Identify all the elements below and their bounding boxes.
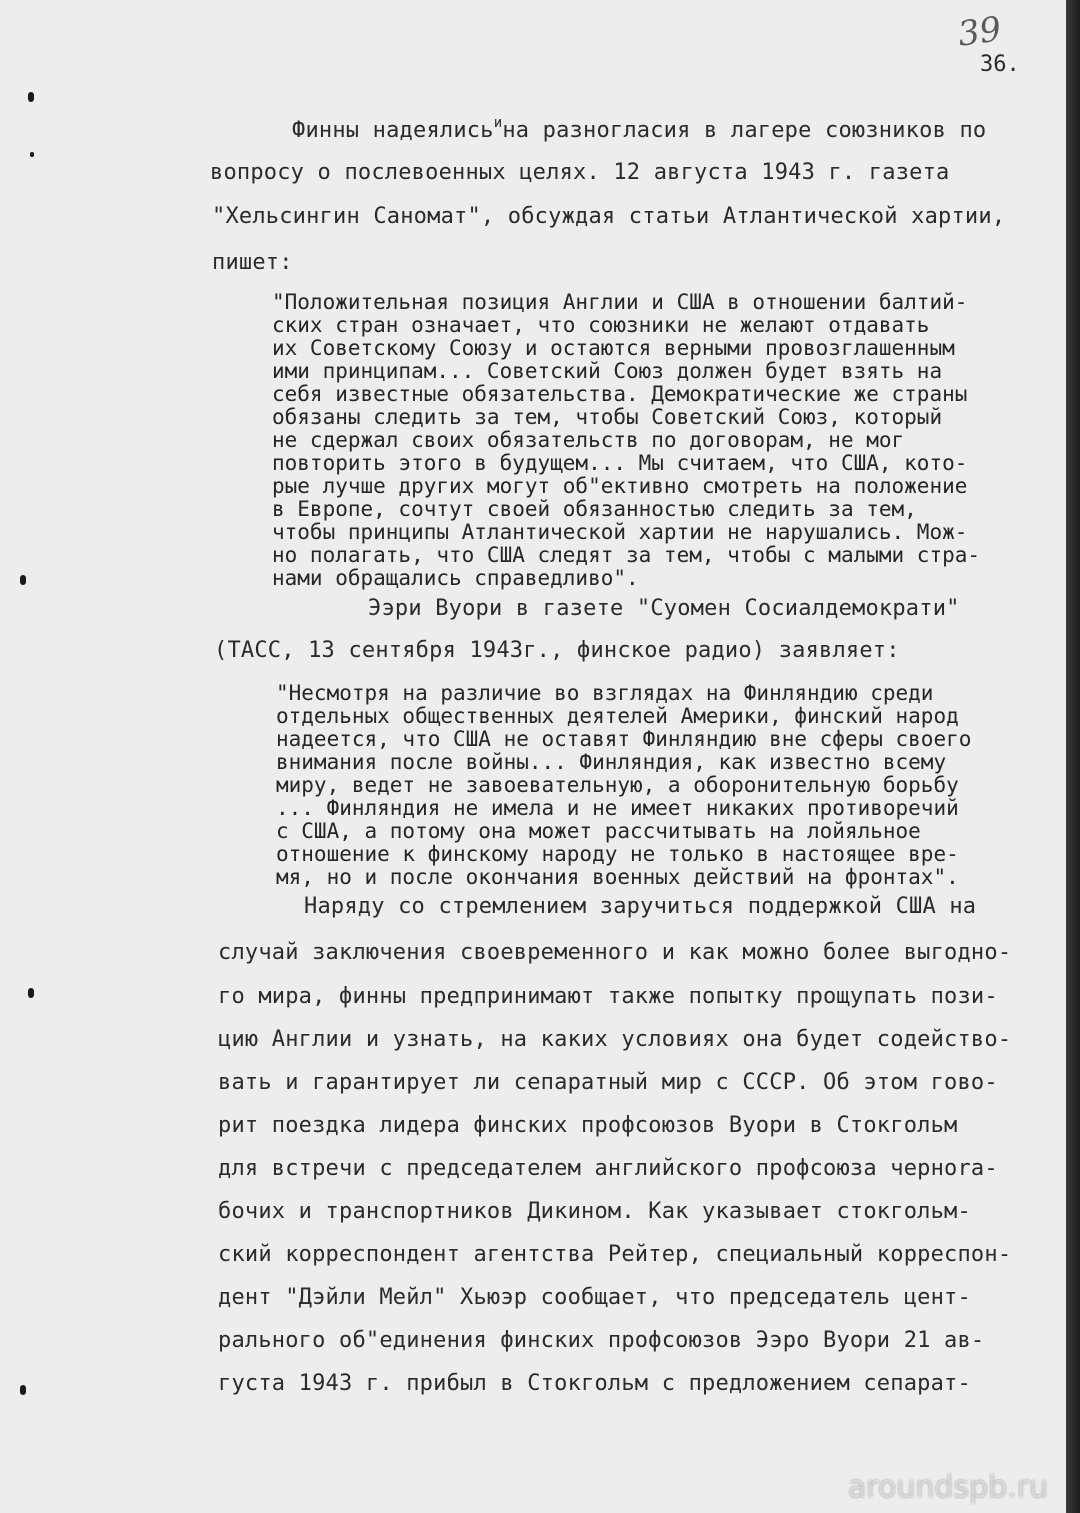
binding-hole-mark xyxy=(20,575,26,585)
paragraph-line: бочих и транспортников Дикином. Как указывает стокгольм- xyxy=(218,1199,971,1224)
paragraph-line: густа 1943 г. прибыл в Стокгольм с предложением сепарат- xyxy=(218,1371,971,1396)
quote-line: ... Финляндия не имела и не имеет никаких противоречий xyxy=(276,796,959,820)
paragraph-line: Ээри Вуори в газете "Суомен Сосиалдемократи" xyxy=(368,596,960,621)
paragraph-text: Финны надеялись xyxy=(292,118,494,143)
binding-hole-mark xyxy=(20,1385,26,1395)
binding-hole-mark xyxy=(30,152,34,157)
paragraph-line: рального об"единения финских профсоюзов Ээро Вуори 21 ав- xyxy=(218,1328,985,1353)
quote-line: миру, ведет не завоевательную, а оборонительную борьбу xyxy=(276,773,959,797)
binding-hole-mark xyxy=(28,92,34,102)
quote-line: надеется, что США не оставят Финляндию вне сферы своего xyxy=(276,727,972,751)
quote-line: "Несмотря на различие во взглядах на Финляндию среди xyxy=(276,681,934,705)
quote-line: мя, но и после окончания военных действий на фронтах". xyxy=(276,865,959,889)
site-watermark: aroundspb.ru xyxy=(847,1470,1048,1505)
paragraph-line: вопросу о послевоенных целях. 12 августа 1943 г. газета xyxy=(210,160,950,185)
quote-line: рые лучше других могут об"ективно смотреть на положение xyxy=(272,474,968,498)
binding-hole-mark xyxy=(28,988,34,998)
quote-line: чтобы принципы Атлантической хартии не нарушались. Мож- xyxy=(272,520,968,544)
paragraph-line: дент "Дэйли Мейл" Хьюэр сообщает, что председатель цент- xyxy=(218,1285,971,1310)
paragraph-text: на разногласия в лагере союзников по xyxy=(502,118,987,143)
paragraph-line xyxy=(292,115,987,143)
quote-line: но полагать, что США следят за тем, чтобы с малыми стра- xyxy=(272,543,981,567)
quote-line: "Положительная позиция Англии и США в отношении балтий- xyxy=(272,290,968,314)
paragraph-line: для встречи с председателем английского профсоюза черноra- xyxy=(218,1156,998,1181)
paragraph-line: "Хельсингин Саномат", обсуждая статьи Атлантической хартии, xyxy=(212,204,1006,229)
quote-line: внимания после войны... Финляндия, как известно всему xyxy=(276,750,947,774)
quote-line: в Европе, сочтут своей обязанностью следить за тем, xyxy=(272,497,917,521)
quote-line: повторить этого в будущем... Мы считаем, что США, кото- xyxy=(272,451,968,475)
paragraph-line: го мира, финны предпринимают также попытку прощупать пози- xyxy=(218,984,998,1009)
paragraph-line: случай заключения своевременного и как можно более выгодно- xyxy=(218,940,1012,965)
paragraph-line: Наряду со стремлением заручиться поддержкой США на xyxy=(304,894,977,919)
quote-line: отдельных общественных деятелей Америки, финский народ xyxy=(276,704,959,728)
quote-line: себя известные обязательства. Демократические же страны xyxy=(272,382,968,406)
quote-line: их Советскому Союзу и остаются верными провозглашенным xyxy=(272,336,955,360)
handwritten-insertion: и xyxy=(493,115,503,131)
quote-line: нами обращались справедливо". xyxy=(272,566,639,590)
paragraph-line: вать и гарантирует ли сепаратный мир с СССР. Об этом гово- xyxy=(218,1070,998,1095)
quote-line: обязаны следить за тем, чтобы Советский Союз, который xyxy=(272,405,943,429)
quote-line: отношение к финскому народу не только в настоящее вре- xyxy=(276,842,959,866)
paragraph-line: рит поездка лидера финских профсоюзов Вуори в Стокгольм xyxy=(218,1113,958,1138)
paragraph-line: цию Англии и узнать, на каких условиях она будет содейство- xyxy=(218,1027,1012,1052)
paragraph-line: ский корреспондент агентства Рейтер, специальный корреспон- xyxy=(218,1242,1012,1267)
quote-line: ских стран означает, что союзники не желают отдавать xyxy=(272,313,930,337)
paragraph-line: (ТАСС, 13 сентября 1943г., финское радио) заявляет: xyxy=(214,638,900,663)
page-edge-shadow xyxy=(1066,0,1080,1513)
quote-line: с США, а потому она может рассчитывать на лойяльное xyxy=(276,819,921,843)
quote-line: не сдержал своих обязательств по договорам, не мог xyxy=(272,428,905,452)
quote-line: ими принципам... Советский Союз должен будет взять на xyxy=(272,359,943,383)
typed-page-number: 36. xyxy=(980,52,1020,77)
handwritten-page-number: 39 xyxy=(955,9,1004,55)
paragraph-line: пишет: xyxy=(212,250,293,275)
